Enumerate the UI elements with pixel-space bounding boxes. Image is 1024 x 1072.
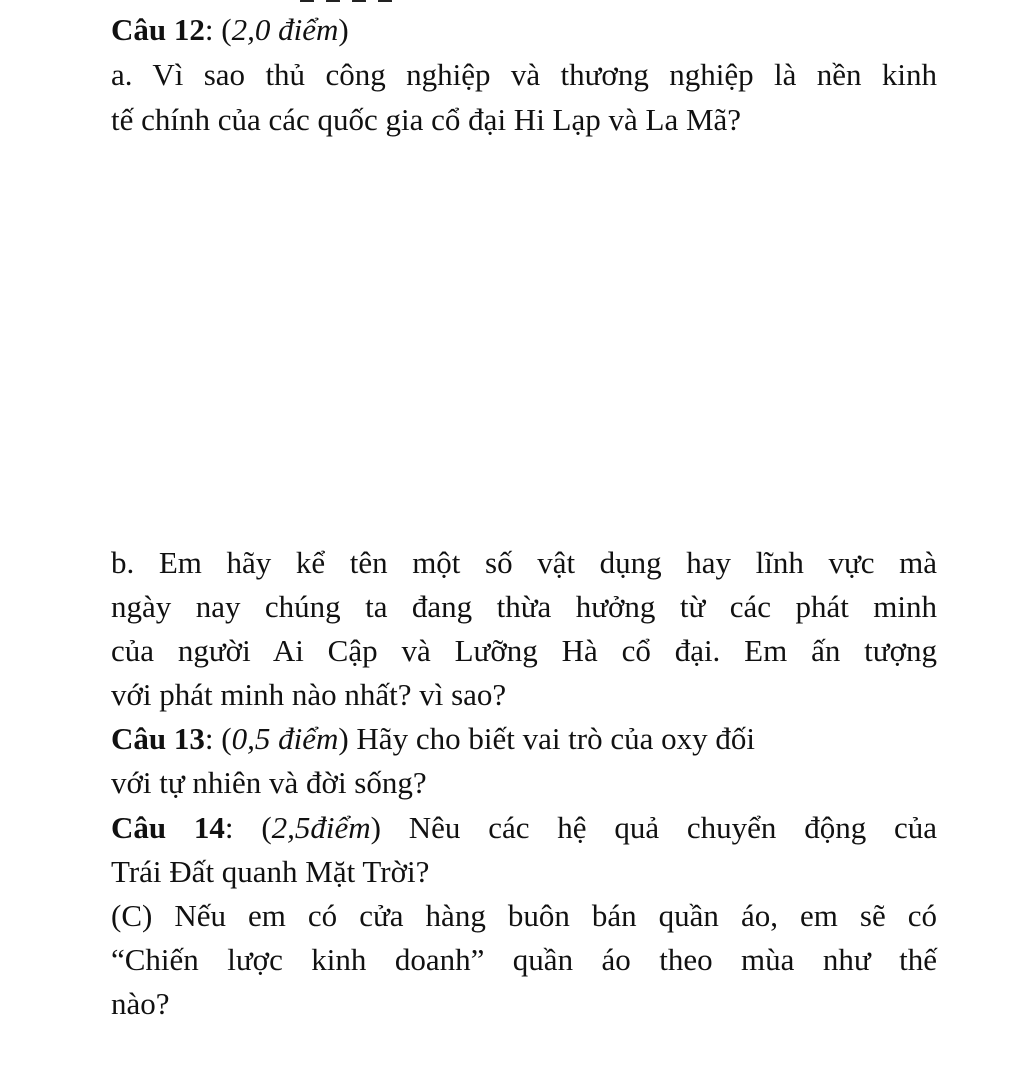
question-14c-line-2: “Chiến lược kinh doanh” quần áo theo mùa như thế — [111, 942, 937, 977]
question-12-score-close: ) — [338, 12, 349, 47]
question-12b-line-3: của người Ai Cập và Lưỡng Hà cổ đại. Em ấn tượng — [111, 633, 937, 668]
question-13-line-2: với tự nhiên và đời sống? — [111, 765, 427, 800]
question-13-score-close: ) — [338, 721, 349, 756]
question-12b-line-4: với phát minh nào nhất? vì sao? — [111, 677, 507, 712]
question-12-score-open: : ( — [204, 12, 232, 47]
question-12b-line-1: b. Em hãy kể tên một số vật dụng hay lĩnh vực mà — [111, 545, 937, 580]
question-13-line-1 — [111, 719, 891, 759]
question-12a-line-1: a. Vì sao thủ công nghiệp và thương nghiệp là nền kinh — [111, 57, 937, 92]
question-14-score-open: : ( — [224, 810, 272, 845]
question-14-score: 2,5điểm — [271, 810, 371, 845]
question-14-score-close: ) — [370, 810, 381, 845]
question-13-text-1: Hãy cho biết vai trò của oxy đối — [348, 721, 756, 756]
question-14-text-1: Nêu các hệ quả chuyển động của — [381, 810, 937, 845]
question-12-score: 2,0 điểm — [231, 12, 339, 47]
question-12a-line-2: tế chính của các quốc gia cổ đại Hi Lạp và La Mã? — [111, 102, 742, 137]
question-14c-line-1: (C) Nếu em có cửa hàng buôn bán quần áo, em sẽ có — [111, 898, 937, 933]
question-14-line-2: Trái Đất quanh Mặt Trời? — [111, 854, 430, 889]
cropped-text-fragment — [300, 0, 440, 2]
question-12-label: Câu 12 — [111, 12, 205, 47]
question-13-score-open: : ( — [204, 721, 232, 756]
question-12b-line-2: ngày nay chúng ta đang thừa hưởng từ các phát minh — [111, 589, 937, 624]
question-13-label: Câu 13 — [111, 721, 205, 756]
question-14-line-1 — [111, 808, 937, 848]
question-13-score: 0,5 điểm — [231, 721, 339, 756]
question-12-heading — [111, 10, 937, 50]
question-14c-line-3: nào? — [111, 986, 170, 1021]
question-14-label: Câu 14 — [111, 810, 225, 845]
